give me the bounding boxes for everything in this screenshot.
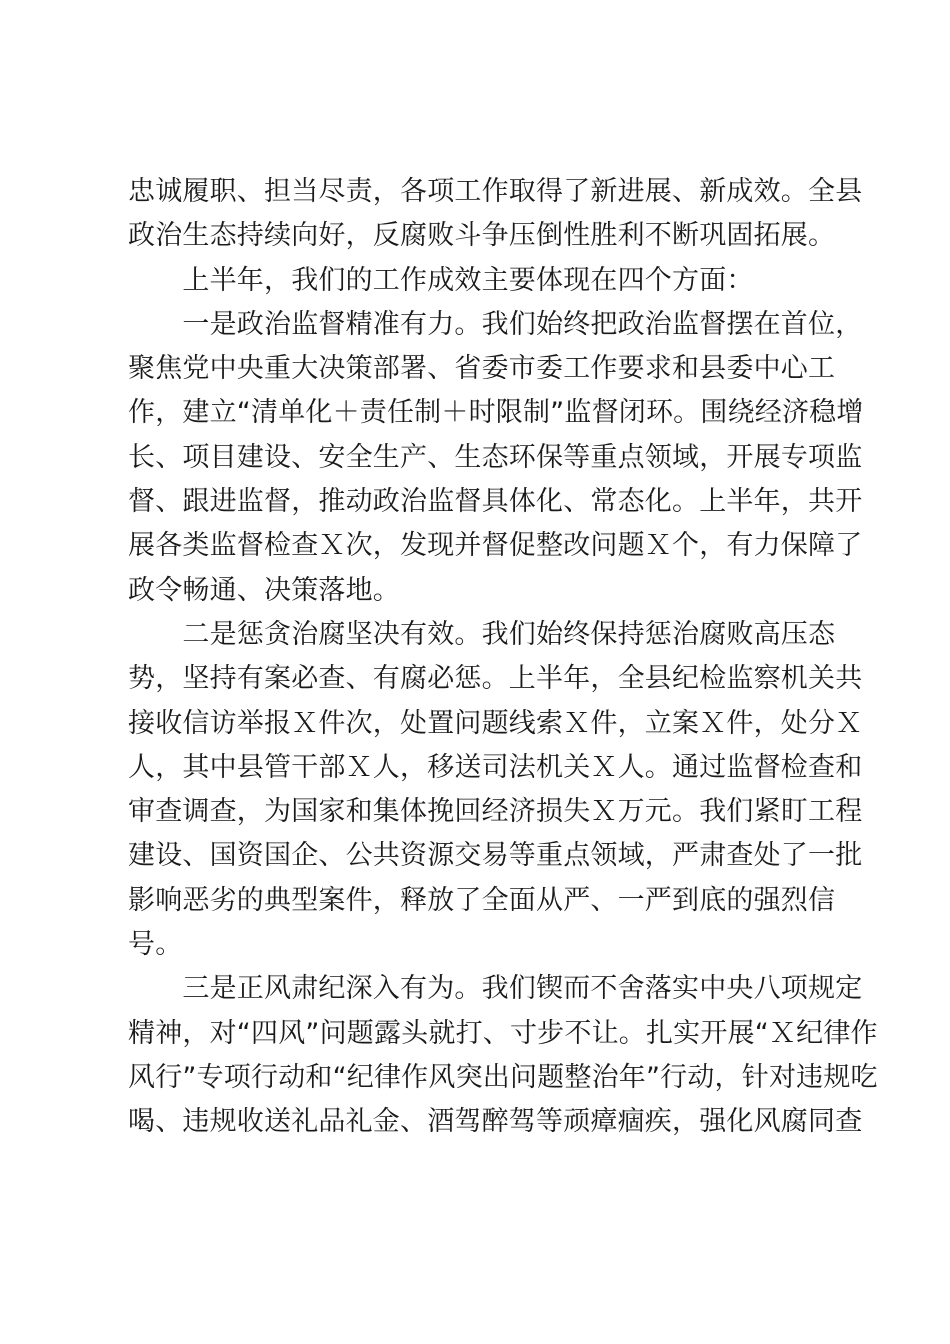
text-line: 忠诚履职、担当尽责，各项工作取得了新进展、新成效。全县 (128, 176, 863, 207)
text-line: 一是政治监督精准有力。我们始终把政治监督摆在首位， (128, 308, 863, 340)
text-line: 督、跟进监督，推动政治监督具体化、常态化。上半年，共开 (128, 486, 863, 518)
text-line: 政令畅通、决策落地。 (128, 574, 400, 606)
text-line: 聚焦党中央重大决策部署、省委市委工作要求和县委中心工 (128, 353, 836, 385)
text-line: 政治生态持续向好，反腐败斗争压倒性胜利不断巩固拓展。 (128, 220, 836, 252)
text-line: 号。 (128, 929, 183, 961)
text-line: 风行”专项行动和“纪律作风突出问题整治年”行动，针对违规吃 (128, 1061, 878, 1093)
text-line: 三是正风肃纪深入有为。我们锲而不舍落实中央八项规定 (128, 973, 863, 1005)
text-line: 上半年，我们的工作成效主要体现在四个方面： (128, 264, 754, 296)
text-line: 建设、国资国企、公共资源交易等重点领域，严肃查处了一批 (128, 840, 863, 872)
text-line: 二是惩贪治腐坚决有效。我们始终保持惩治腐败高压态 (128, 618, 836, 650)
text-line: 展各类监督检查Ｘ次，发现并督促整改问题Ｘ个，有力保障了 (128, 530, 863, 562)
text-line: 精神，对“四风”问题露头就打、寸步不让。扎实开展“Ｘ纪律作 (128, 1017, 878, 1049)
text-line: 喝、违规收送礼品礼金、酒驾醉驾等顽瘴痼疾，强化风腐同查 (128, 1106, 863, 1138)
text-line: 长、项目建设、安全生产、生态环保等重点领域，开展专项监 (128, 441, 863, 473)
text-line: 作，建立“清单化＋责任制＋时限制”监督闭环。围绕经济稳增 (128, 397, 864, 429)
text-line: 势，坚持有案必查、有腐必惩。上半年，全县纪检监察机关共 (128, 663, 863, 695)
text-line: 人，其中县管干部Ｘ人，移送司法机关Ｘ人。通过监督检查和 (128, 751, 863, 783)
text-line: 审查调查，为国家和集体挽回经济损失Ｘ万元。我们紧盯工程 (128, 796, 863, 828)
text-line: 接收信访举报Ｘ件次，处置问题线索Ｘ件，立案Ｘ件，处分Ｘ (128, 707, 863, 739)
text-line: 影响恶劣的典型案件，释放了全面从严、一严到底的强烈信 (128, 884, 836, 916)
document-body (128, 170, 878, 1145)
